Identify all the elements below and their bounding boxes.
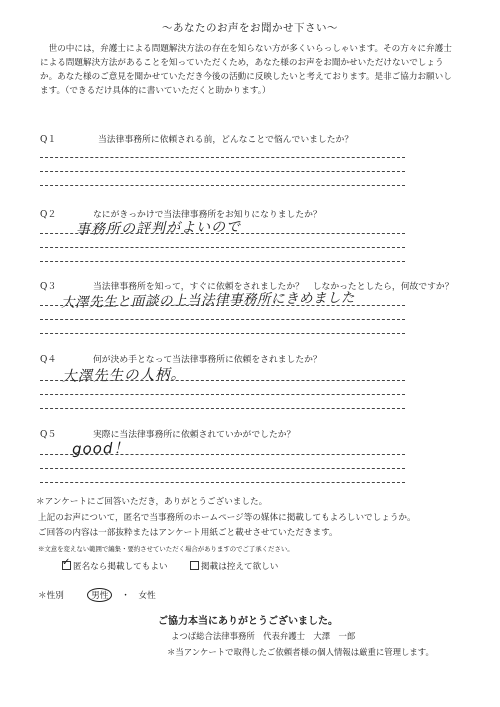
q1-answer-line [40,157,405,158]
consent-option-no-label: 掲載は控えて欲しい [201,562,279,572]
q5-answer-line [40,468,405,469]
footer-consent-question: 上記のお声について，匿名で当事務所のホームページ等の媒体に掲載してもよろしいでしょうか。 [38,513,416,523]
gender-male-option-selected[interactable]: 男性 [87,588,112,602]
q2-number: Q２ [40,210,57,220]
q3-text: 当法律事務所を知って，すぐに依頼をされましたか？ しなかったとしたら，何故ですか？ [93,282,454,292]
q3-answer-line [40,333,405,334]
intro-paragraph: 世の中には，弁護士による問題解決方法の存在を知らない方が多くいらっしゃいます。その方々に弁護士による問題解決方法があることを知っていただくため，あなた様のお声をお聞かせいただけないでしょうか。あなた様のご意見を聞かせていただき今後の活動に反映したいと考えております。是非ご協力お願いします。（できるだけ具体的に書いていただくと助かります。） [40,44,452,96]
consent-option-no[interactable] [190,560,278,572]
q2-answer-line [40,247,405,248]
footer-edit-note: ※文意を変えない範囲で編集・要約させていただく場合がありますのでご了承ください。 [38,545,294,553]
gender-female-option[interactable]: 女性 [138,591,156,601]
q3-number: Q３ [40,282,57,292]
q1-number: Q１ [40,135,57,145]
q5-handwritten-answer: good！ [71,438,130,458]
q5-text: 実際に当法律事務所に依頼されていかがでしたか？ [93,430,296,440]
q2-answer-line [40,233,405,234]
q3-handwritten-answer: 大澤先生と面談の上当法律事務所にきめました [60,289,356,311]
survey-title: ～あなたのお声をお聞かせ下さい～ [162,22,338,34]
footer-excerpt-note: ご回答の内容は一部抜粋またはアンケート用紙ごと載せさせていただきます。 [38,528,338,538]
q3-answer-line [40,305,405,306]
consent-option-yes-label: 匿名なら掲載してもよい [73,562,168,572]
closing-thanks: ご協力本当にありがとうございました。 [158,616,338,627]
q5-answer-line [40,454,405,455]
q4-answer-line [40,380,405,381]
consent-option-yes[interactable] [62,560,168,572]
q1-text: 当法律事務所に依頼される前，どんなことで悩んでいましたか？ [98,135,354,145]
checkbox-icon[interactable] [190,561,199,570]
footer-thanks-line: ＊アンケートにご回答いただき，ありがとうございました。 [36,497,268,507]
q2-handwritten-answer: 事務所の評判がよいので [75,219,242,238]
q4-number: Q４ [40,355,57,365]
gender-field [38,588,156,602]
q4-answer-line [40,394,405,395]
checkbox-checked-icon[interactable] [62,561,71,570]
q5-number: Q５ [40,430,57,440]
q2-text: なにがきっかけで当法律事務所をお知りになりましたか？ [93,210,322,220]
gender-separator: ・ [121,591,130,601]
gender-label: ＊性別 [38,591,64,601]
office-signature: よつば総合法律事務所 代表弁護士 大澤 一郎 [171,631,356,641]
q4-text: 何が決め手となって当法律事務所に依頼をされましたか？ [93,355,322,365]
q2-answer-line [40,261,405,262]
q1-answer-line [40,171,405,172]
q1-answer-line [40,185,405,186]
q5-answer-line [40,482,405,483]
q4-answer-line [40,408,405,409]
q3-answer-line [40,319,405,320]
privacy-notice: ＊当アンケートで取得したご依頼者様の個人情報は厳重に管理します。 [167,647,434,657]
q4-handwritten-answer: 大澤先生の人柄。 [61,366,187,385]
